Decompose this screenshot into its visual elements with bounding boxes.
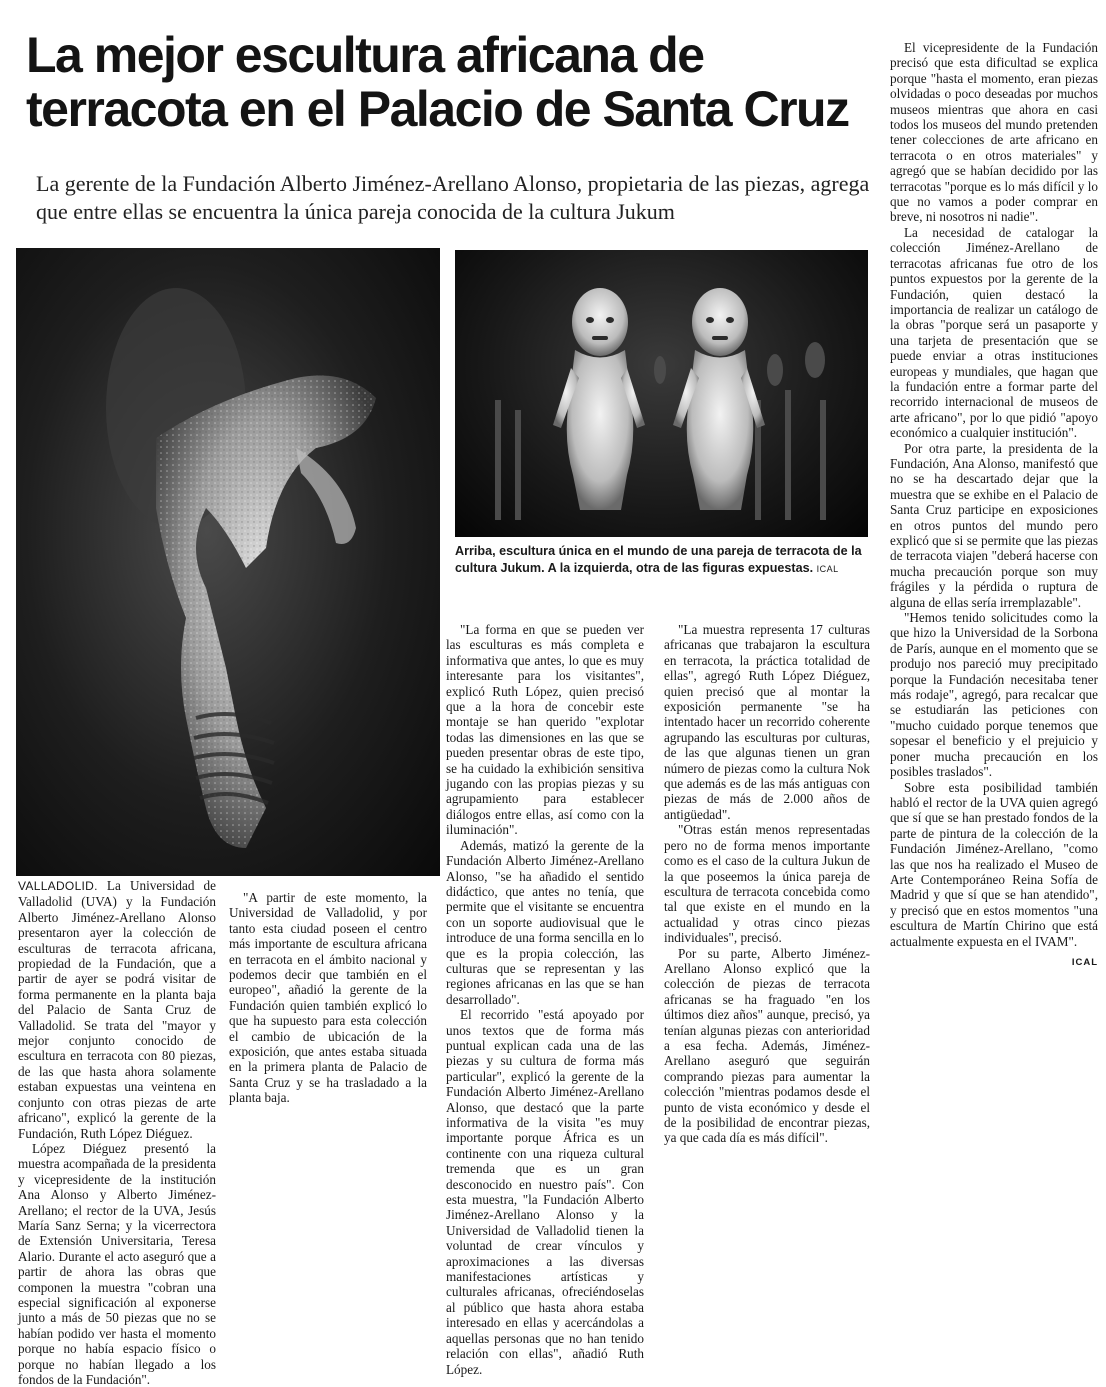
paragraph: El recorrido "está apoyado por unos textos que de forma más puntual explican cada una de las piezas y su cultura de forma más particular", explicó la gerente de la Fundación Alberto Jiménez-Arellano Alonso, que destacó que la parte informativa de la visita "es muy importante porque África es un continente con una riqueza cultural tremenda que es un gran desconocido en nuestro país". Con esta muestra, "la Fundación Alberto Jiménez-Arellano Alonso y la Universidad de Valladolid tienen la voluntad de crear vínculos y aproximaciones a las diversas manifestaciones artísticas y culturales africanas, ofreciéndoselas al público que hasta ahora estaba interesado en ellas y acercándolas a aquellas personas que no han tenido relación con ellas", añadió Ruth López. (446, 1007, 644, 1377)
paragraph: López Diéguez presentó la muestra acompañada de la presidenta y vicepresidente de la institución Ana Alonso y Alberto Jiménez-Arellano; el rector de la UVA, Jesús María Sanz Serna; y la vicerrectora de Extensión Universitaria, Teresa Alario. Durante el acto aseguró que a partir de ahora las obras que componen la muestra "cobran una especial significación al exponerse junto a más de 50 piezas que no se habían podido ver hasta el momento porque no había espacio físico o porque no habían llegado a los fondos de la Fundación". (18, 1140, 216, 1387)
article-column-2 (229, 890, 427, 1106)
dateline: VALLADOLID. (18, 879, 98, 893)
article-column-3 (446, 622, 644, 1377)
paragraph: "Hemos tenido solicitudes como la que hizo la Universidad de la Sorbona de París, aunque en el momento que se produjo nos pareció muy precipitado porque la Fundación necesitaba tener más rodaje", agregó, para recalcar que se estudiarán las peticiones con "mucho cuidado porque tenemos que sopesar el beneficio y el prejuicio y poner mucha precaución en los posibles traslados". (890, 610, 1098, 780)
jukum-couple-illustration (455, 250, 868, 537)
paragraph: "A partir de este momento, la Universidad de Valladolid, y por tanto esta ciudad poseen el centro más importante de escultura africana en terracota en el ámbito nacional y podemos decir que también en el europeo", añadió la gerente de la Fundación quien también explicó lo que ha supuesto para esta colección el cambio de ubicación de la exposición, que antes estaba situada en la primera planta de Palacio de Santa Cruz y se ha trasladado a la planta baja. (229, 890, 427, 1106)
paragraph: VALLADOLID. La Universidad de Valladolid (UVA) y la Fundación Alberto Jiménez-Arellano Alonso presentaron ayer la colección de esculturas de terracota africana, propiedad de la Fundación, que a partir de ayer se podrá visitar de forma permanente en la planta baja del Palacio de Santa Cruz de Valladolid. Se trata del "mayor y mejor conjunto conocido de escultura en terracota con 80 piezas, de las que hasta ahora solamente estaban expuestas una veintena en conjunto con otras piezas de arte africano", explicó la gerente de la Fundación, Ruth López Diéguez. (18, 878, 217, 1141)
paragraph: Además, matizó la gerente de la Fundación Alberto Jiménez-Arellano Alonso, "se ha añadido el sentido didáctico, que antes no tenía, que permite que el visitante se encuentra con un soporte audiovisual que le introduce de una forma sencilla en lo que es la propia colección, las culturas que se representan y las regiones africanas en las que se han desarrollado". (446, 837, 644, 1007)
paragraph: La necesidad de catalogar la colección Jiménez-Arellano de terracotas africanas fue otro de los puntos expuestos por la gerente de la Fundación, quien destacó la importancia de realizar un catálogo de la obras "porque será un pasaporte y una tarjeta de presentación que se puede enviar a otras instituciones europeas y mundiales, que hagan que la fundación entre a formar parte del recorrido internacional de museos de arte africano", por lo que pidió "apoyo económico a cualquier institución". (890, 224, 1098, 441)
paragraph: Por otra parte, la presidenta de la Fundación, Ana Alonso, manifestó que no se ha descartado dejar que la muestra que se exhibe en el Palacio de Santa Cruz participe en exposiciones en otros puntos del mundo pero explicó que si se permite que las piezas de terracota viajen "deberá hacerse con mucha precaución porque son muy frágiles y la pérdida o ruptura de alguna de ellas sería irremplazable". (890, 440, 1098, 610)
headline: La mejor escultura africana de terracota en el Palacio de Santa Cruz (26, 27, 849, 137)
photo-jukum-couple (455, 250, 868, 537)
caption-credit: ICAL (816, 564, 839, 574)
photo-terracotta-figure (16, 248, 440, 876)
photo-caption (455, 543, 868, 578)
subheadline: La gerente de la Fundación Alberto Jiménez-Arellano Alonso, propietaria de las piezas, agrega que entre ellas se encuentra la única pareja conocida de la cultura Jukum (36, 171, 870, 224)
paragraph: El vicepresidente de la Fundación precisó que esta dificultad se explica porque "hasta el momento, eran piezas olvidadas o poco deseadas por muchos museos mientras que ahora en casi todos los museos del mundo pretenden tener colecciones de arte africano en terracota o en otros materiales" y agregó que se habían decidido por las terracotas "porque es lo más difícil y lo que no vamos a poder comprar en breve, ni nosotros ni nadie". (890, 40, 1098, 225)
article-column-4 (664, 622, 870, 1146)
caption-text: Arriba, escultura única en el mundo de una pareja de terracota de la cultura Jukum. A la izquierda, otra de las figuras expuestas. (455, 544, 862, 575)
agency-signoff: ICAL (1071, 956, 1098, 968)
paragraph: Por su parte, Alberto Jiménez-Arellano Alonso explicó que la colección de piezas de terracota africanas se ha fraguado "en los últimos diez años" aunque, precisó, ya tenían algunas piezas con anterioridad a esa fecha. Además, Jiménez-Arellano aseguró que seguirán comprando piezas para aumentar la colección "mientras podamos desde el punto de vista económico y desde el de la posibilidad de encontrar piezas, ya que cada día es más difícil". (664, 945, 870, 1146)
article-column-1 (18, 878, 216, 1387)
paragraph: "Otras están menos representadas pero no de forma menos importante como es el caso de la cultura Jukun de la que poseemos la única pareja de escultura de terracota concebida como tal que existe en el mundo en la actualidad y otras cinco piezas individuales", precisó. (664, 822, 870, 946)
paragraph: "La forma en que se pueden ver las esculturas es más completa e informativa que antes, lo que es muy interesante para los visitantes", explicó Ruth López, quien precisó que a la hora de concebir este montaje se han querido "explotar todas las dimensiones en las que se pueden presentar obras de este tipo, se ha cuidado la exhibición sensitiva jugando con las propias piezas y su agrupamiento para establecer diálogos entre ellas, así como con la iluminación". (446, 622, 644, 838)
paragraph: Sobre esta posibilidad también habló el rector de la UVA quien agregó que sí que se han prestado fondos de la parte de pintura de la colección de la Fundación Jiménez-Arellano, "como las que nos ha realizado el Museo de Arte Contemporáneo Reina Sofía de Madrid y que sí que se han atendido", y precisó que en estos momentos "una escultura de Martín Chirino que está actualmente expuesta en el IVAM". (890, 779, 1098, 949)
terracotta-figure-illustration (16, 248, 440, 876)
paragraph: "La muestra representa 17 culturas africanas que trabajaron la escultura en terracota, la práctica totalidad de ellas", agregó Ruth López Diéguez, quien precisó que al montar la exposición permanente "se ha intentado hacer un recorrido coherente agrupando las esculturas por culturas, de las que algunas tienen un gran número de piezas como la cultura Nok que además es de las más antiguas con piezas de más de 2.000 años de antigüedad". (664, 622, 870, 822)
article-column-5 (890, 40, 1098, 970)
